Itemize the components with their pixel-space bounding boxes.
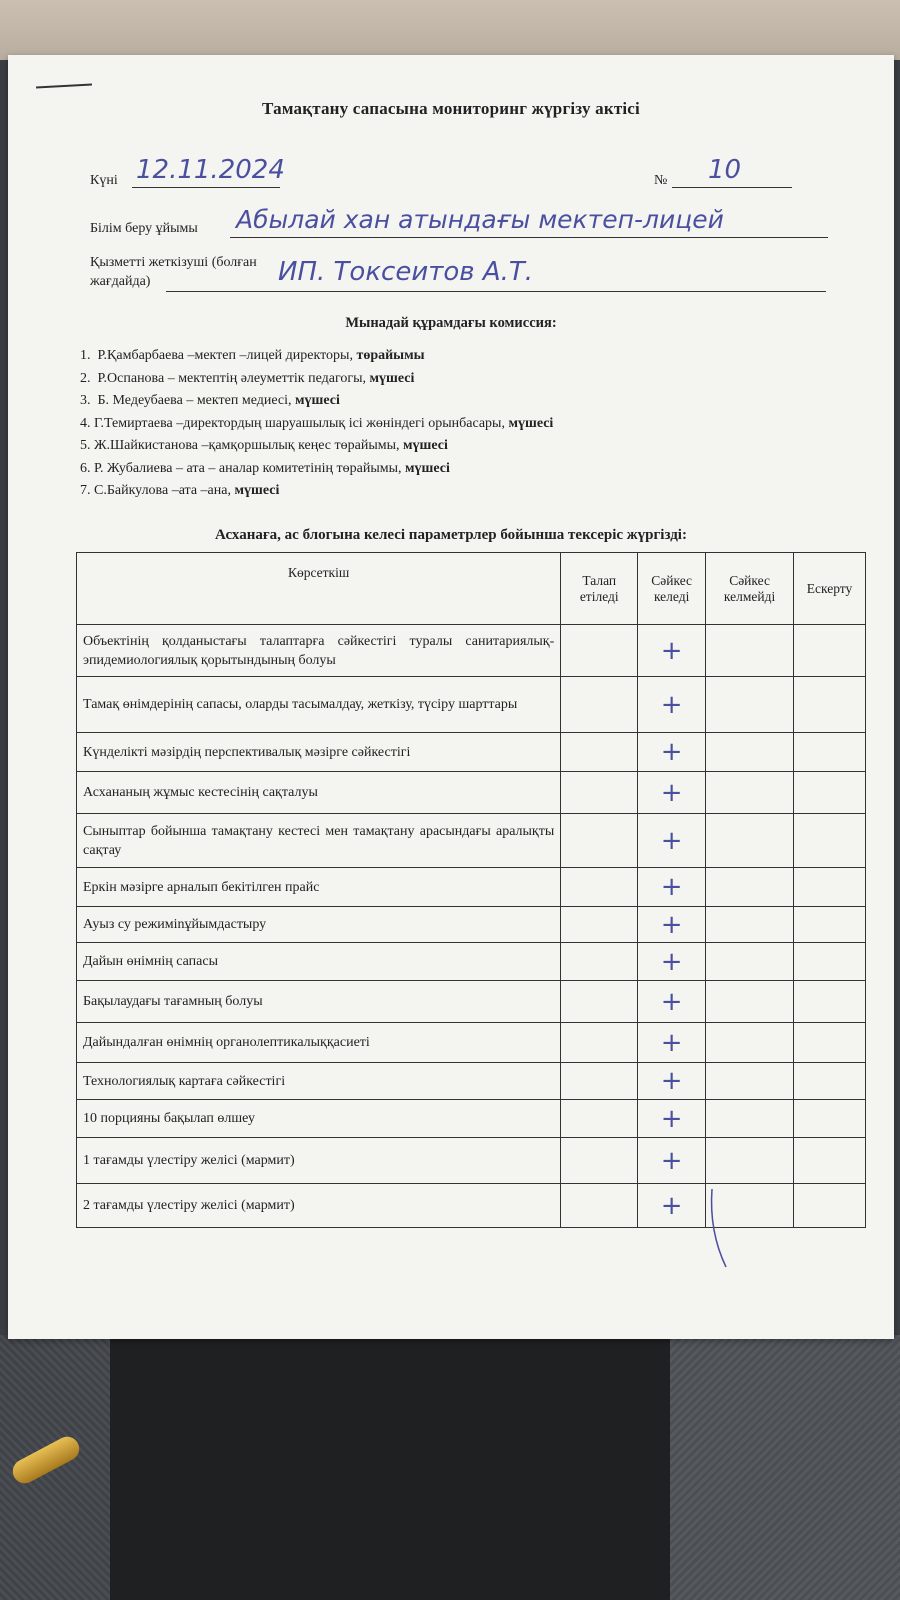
compliant-mark: + bbox=[638, 677, 706, 733]
note-cell bbox=[794, 907, 866, 943]
date-label: Күні bbox=[90, 173, 118, 188]
fabric-background bbox=[110, 1335, 670, 1600]
document-sheet bbox=[8, 55, 894, 1339]
commission-member: 7. С.Байкулова –ата –ана, мүшесі bbox=[80, 483, 280, 498]
compliant-mark: + bbox=[638, 814, 706, 868]
number-value: 10 bbox=[708, 155, 742, 185]
commission-list bbox=[80, 345, 553, 503]
table-row bbox=[77, 677, 866, 733]
commission-member: 5. Ж.Шайкистанова –қамқоршылық кеңес төрайымы, мүшесі bbox=[80, 438, 448, 453]
indicator-cell: Ауыз су режиміnұйымдастыру bbox=[77, 907, 561, 943]
noncompliant-cell bbox=[706, 1100, 794, 1138]
table-row bbox=[77, 981, 866, 1023]
compliant-mark: + bbox=[638, 733, 706, 772]
date-value: 12.11.2024 bbox=[136, 155, 285, 185]
indicator-cell: 2 тағамды үлестіру желісі (мармит) bbox=[77, 1184, 561, 1228]
note-cell bbox=[794, 625, 866, 677]
column-header: Сәйкес келмейді bbox=[706, 553, 794, 625]
compliant-mark: + bbox=[638, 981, 706, 1023]
table-row bbox=[77, 943, 866, 981]
noncompliant-cell bbox=[706, 981, 794, 1023]
noncompliant-cell bbox=[706, 943, 794, 981]
noncompliant-cell bbox=[706, 677, 794, 733]
commission-member: 4. Г.Темиртаева –директордың шаруашылық ісі жөніндегі орынбасары, мүшесі bbox=[80, 415, 554, 431]
commission-member: 2. Р.Оспанова – мектептің әлеуметтік педагогы, мүшесі bbox=[80, 370, 415, 386]
table-row bbox=[77, 814, 866, 868]
table-row bbox=[77, 625, 866, 677]
note-cell bbox=[794, 1063, 866, 1100]
required-cell bbox=[561, 1138, 638, 1184]
required-cell bbox=[561, 907, 638, 943]
table-header-row bbox=[77, 553, 866, 625]
compliant-mark: + bbox=[638, 1184, 706, 1228]
date-underline bbox=[132, 187, 280, 188]
required-cell bbox=[561, 677, 638, 733]
indicator-cell: Күнделікті мәзірдің перспективалық мәзірге сәйкестігі bbox=[77, 733, 561, 772]
indicator-cell: Тамақ өнімдерінің сапасы, оларды тасымалдау, жеткізу, түсіру шарттары bbox=[77, 677, 561, 733]
compliant-mark: + bbox=[638, 868, 706, 907]
commission-member: 3. Б. Медеубаева – мектеп медиесі, мүшесі bbox=[80, 393, 340, 408]
indicator-cell: 10 порцияны бақылап өлшеу bbox=[77, 1100, 561, 1138]
note-cell bbox=[794, 772, 866, 814]
required-cell bbox=[561, 1184, 638, 1228]
indicator-cell: Объектінің қолданыстағы талаптарға сәйкестігі туралы санитариялық-эпидемиологиялық қорытындының болуы bbox=[77, 625, 561, 677]
table-row bbox=[77, 733, 866, 772]
compliant-mark: + bbox=[638, 907, 706, 943]
pen-scribble bbox=[708, 1187, 748, 1277]
number-label: № bbox=[654, 173, 668, 188]
supplier-underline bbox=[166, 291, 826, 292]
indicator-cell: Бақылаудағы тағамның болуы bbox=[77, 981, 561, 1023]
org-label: Білім беру ұйымы bbox=[90, 221, 198, 236]
noncompliant-cell bbox=[706, 1023, 794, 1063]
pen-mark bbox=[36, 84, 92, 89]
required-cell bbox=[561, 772, 638, 814]
document-title: Тамақтану сапасына мониторинг жүргізу актісі bbox=[262, 99, 640, 118]
note-cell bbox=[794, 1100, 866, 1138]
table-row bbox=[77, 1100, 866, 1138]
supplier-label: Қызметті жеткізуші (болған bbox=[90, 255, 257, 270]
compliant-mark: + bbox=[638, 1100, 706, 1138]
fabric-background bbox=[670, 1335, 900, 1600]
indicator-cell: Дайын өнімнің сапасы bbox=[77, 943, 561, 981]
table-row bbox=[77, 1138, 866, 1184]
required-cell bbox=[561, 868, 638, 907]
column-header: Ескерту bbox=[794, 553, 866, 625]
noncompliant-cell bbox=[706, 625, 794, 677]
compliant-mark: + bbox=[638, 1063, 706, 1100]
indicator-cell: Асхананың жұмыс кестесінің сақталуы bbox=[77, 772, 561, 814]
table-row bbox=[77, 868, 866, 907]
number-underline bbox=[672, 187, 792, 188]
table-title: Асханаға, ас блогына келесі параметрлер бойынша тексеріс жүргізді: bbox=[215, 527, 687, 543]
indicator-cell: 1 тағамды үлестіру желісі (мармит) bbox=[77, 1138, 561, 1184]
note-cell bbox=[794, 1184, 866, 1228]
note-cell bbox=[794, 733, 866, 772]
column-header: Сәйкес келеді bbox=[638, 553, 706, 625]
required-cell bbox=[561, 733, 638, 772]
noncompliant-cell bbox=[706, 1138, 794, 1184]
noncompliant-cell bbox=[706, 772, 794, 814]
required-cell bbox=[561, 1023, 638, 1063]
compliant-mark: + bbox=[638, 943, 706, 981]
desk-background bbox=[0, 0, 900, 60]
indicator-cell: Еркін мәзірге арналып бекітілген прайс bbox=[77, 868, 561, 907]
note-cell bbox=[794, 1023, 866, 1063]
note-cell bbox=[794, 981, 866, 1023]
noncompliant-cell bbox=[706, 907, 794, 943]
required-cell bbox=[561, 814, 638, 868]
commission-member: 1. Р.Қамбарбаева –мектеп –лицей директоры, төрайымы bbox=[80, 348, 425, 363]
org-underline bbox=[230, 237, 828, 238]
column-header: Талап етіледі bbox=[561, 553, 638, 625]
required-cell bbox=[561, 625, 638, 677]
commission-title: Мынадай құрамдағы комиссия: bbox=[345, 315, 557, 331]
note-cell bbox=[794, 677, 866, 733]
required-cell bbox=[561, 981, 638, 1023]
note-cell bbox=[794, 814, 866, 868]
note-cell bbox=[794, 1138, 866, 1184]
compliant-mark: + bbox=[638, 772, 706, 814]
required-cell bbox=[561, 1063, 638, 1100]
commission-member: 6. Р. Жубалиева – ата – аналар комитетінің төрайымы, мүшесі bbox=[80, 460, 450, 476]
table-row bbox=[77, 1023, 866, 1063]
compliant-mark: + bbox=[638, 1023, 706, 1063]
table-row bbox=[77, 907, 866, 943]
inspection-table bbox=[76, 552, 866, 1228]
table-row bbox=[77, 772, 866, 814]
note-cell bbox=[794, 868, 866, 907]
column-header: Көрсеткіш bbox=[77, 553, 561, 625]
table-row bbox=[77, 1063, 866, 1100]
compliant-mark: + bbox=[638, 625, 706, 677]
indicator-cell: Дайындалған өнімнің органолептикалыққасиеті bbox=[77, 1023, 561, 1063]
noncompliant-cell bbox=[706, 1063, 794, 1100]
supplier-value: ИП. Токсеитов А.Т. bbox=[278, 257, 534, 287]
indicator-cell: Технологиялық картаға сәйкестігі bbox=[77, 1063, 561, 1100]
required-cell bbox=[561, 1100, 638, 1138]
org-value: Абылай хан атындағы мектеп-лицей bbox=[236, 205, 724, 234]
noncompliant-cell bbox=[706, 733, 794, 772]
compliant-mark: + bbox=[638, 1138, 706, 1184]
indicator-cell: Сыныптар бойынша тамақтану кестесі мен тамақтану арасындағы аралықты сақтау bbox=[77, 814, 561, 868]
note-cell bbox=[794, 943, 866, 981]
noncompliant-cell bbox=[706, 868, 794, 907]
noncompliant-cell bbox=[706, 814, 794, 868]
required-cell bbox=[561, 943, 638, 981]
supplier-label-line2: жағдайда) bbox=[90, 274, 151, 289]
